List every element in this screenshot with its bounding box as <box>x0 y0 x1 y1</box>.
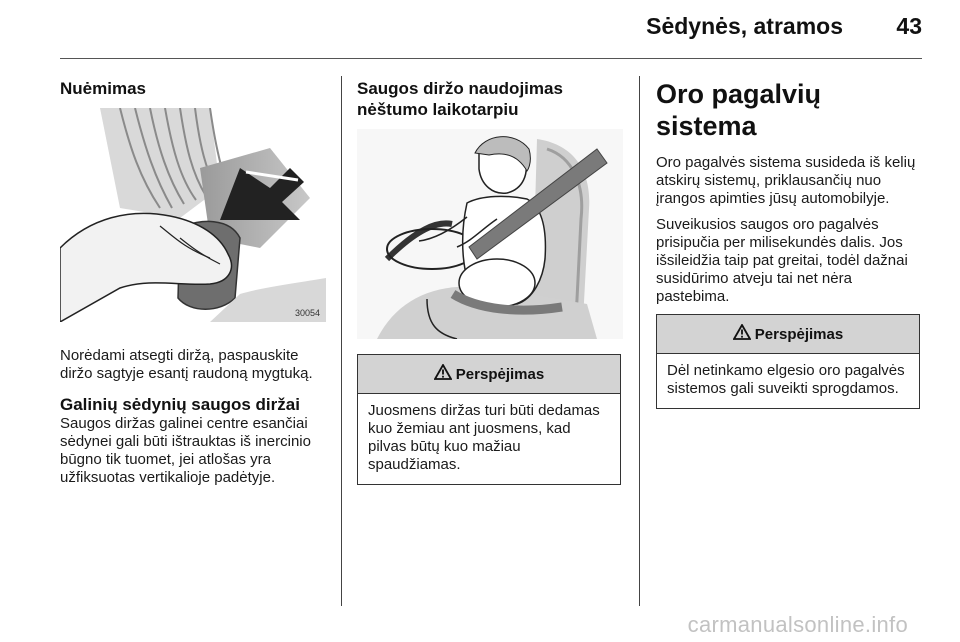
section-heading: Saugos diržo naudojimas nėštumo laikotarpiu <box>357 79 563 119</box>
page-header <box>0 0 960 60</box>
warning-header <box>358 355 620 394</box>
warning-triangle-icon <box>733 324 751 344</box>
body-text: Oro pagalvės sistema susideda iš kelių atskirų sistemų, priklausančių nuo įrangos apimties jūsų automobilyje. <box>656 154 916 207</box>
warning-title: Perspėjimas <box>754 325 844 343</box>
header-rule <box>60 58 922 59</box>
page-number: 43 <box>896 13 922 39</box>
watermark: carmanualsonline.info <box>687 612 908 637</box>
warning-box <box>357 354 621 485</box>
warning-header <box>657 315 919 354</box>
figure-code: 30054 <box>294 308 320 318</box>
column-divider <box>341 76 342 606</box>
warning-text: Dėl netinkamo elgesio oro pagalvės sistemos gali suveikti sprogdamos. <box>667 362 905 397</box>
column-left <box>60 78 326 487</box>
column-middle <box>357 78 623 485</box>
section-heading: Nuėmimas <box>60 79 146 98</box>
column-divider <box>639 76 640 606</box>
warning-title: Perspėjimas <box>455 365 545 383</box>
warning-triangle-icon <box>434 364 452 384</box>
instruction-text: Norėdami atsegti diržą, paspauskite diržo sagtyje esantį raudoną mygtuką. <box>60 347 313 382</box>
warning-box <box>656 314 920 409</box>
pregnant-seatbelt-illustration <box>357 129 623 339</box>
column-right <box>656 78 922 409</box>
body-text: Suveikusios saugos oro pagalvės prisipučia per milisekundės dalis. Jos išsileidžia taip pat greitai, todėl dažnai susidūrimo atveju tai net nėra pastebima. <box>656 216 908 305</box>
pregnancy-illustration-svg <box>357 129 623 339</box>
page-title: Sėdynės, atramos <box>646 13 843 39</box>
body-text: Saugos diržas galinei centre esančiai sėdynei gali būti ištrauktas iš inercinio būgno tik tuomet, jei atlošas yra užfiksuotas vertikalioje padėtyje. <box>60 415 311 486</box>
buckle-illustration-svg <box>60 108 326 322</box>
warning-text: Juosmens diržas turi būti dedamas kuo žemiau ant juosmens, kad pilvas būtų kuo mažiau spaudžiamas. <box>368 402 600 473</box>
section-title: Oro pagalvių sistema <box>656 79 822 141</box>
subsection-heading: Galinių sėdynių saugos diržai <box>60 395 300 414</box>
buckle-release-illustration <box>60 108 326 322</box>
